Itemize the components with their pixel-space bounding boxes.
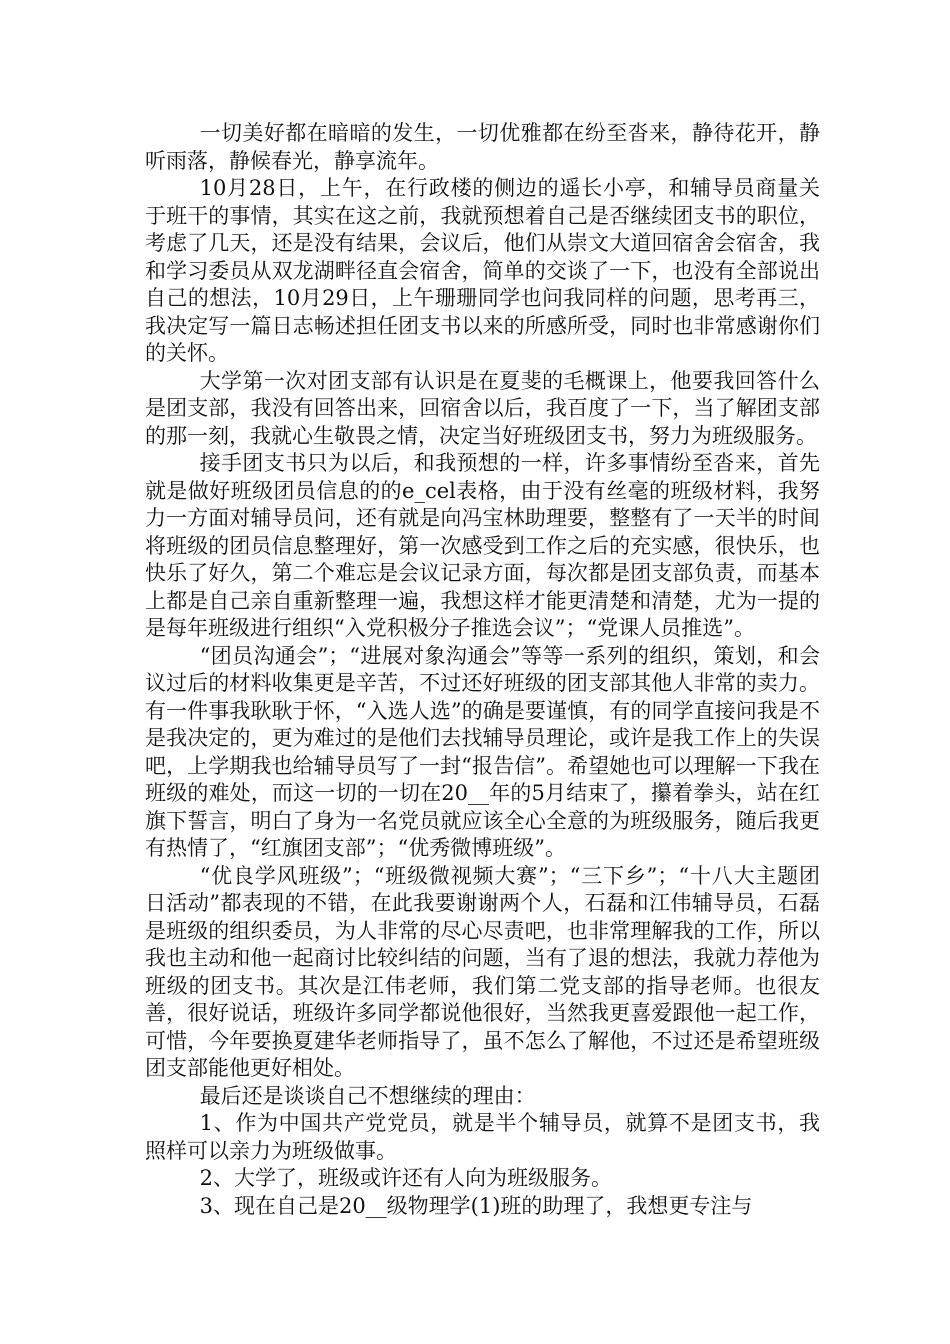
paragraph-taking-over: 接手团支书只为以后，和我预想的一样，许多事情纷至沓来，首先就是做好班级团员信息的的e_cel表格，由于没有丝毫的班级材料，我努力一方面对辅导员问，还有就是向冯宝林助理要，整整有了一天半的时间将班级的团员信息整理好，第一次感受到工作之后的充实感，很快乐，也快乐了好久，第二个难忘是会议记录方面，每次都是团支部负责，而基本上都是自己亲自重新整理一遍，我想这样才能更清楚和清楚，尤为一提的是每年班级进行组织“入党积极分子推选会议”；“党课人员推选”。 — [145, 451, 820, 640]
paragraph-reason-1: 1、作为中国共产党党员，就是半个辅导员，就算不是团支书，我照样可以亲力为班级做事。 — [145, 1111, 820, 1163]
document-body — [145, 120, 820, 1220]
paragraph-meeting: 10月28日，上午，在行政楼的侧边的遥长小亭，和辅导员商量关于班干的事情，其实在这之前，我就预想着自己是否继续团支书的职位，考虑了几天，还是没有结果，会议后，他们从崇文大道回宿舍会宿舍，我和学习委员从双龙湖畔径直会宿舍，简单的交谈了一下，也没有全部说出自己的想法，10月29日，上午珊珊同学也问我同样的问题，思考再三，我决定写一篇日志畅述担任团支书以来的所感所受，同时也非常感谢你们的关怀。 — [145, 176, 820, 365]
paragraph-thanks: “优良学风班级”；“班级微视频大赛”；“三下乡”；“十八大主题团日活动”都表现的不错，在此我要谢谢两个人，石磊和江伟辅导员，石磊是班级的组织委员，为人非常的尽心尽责吧，也非常理解我的工作，所以我也主动和他一起商讨比较纠结的问题，当有了退的想法，我就力荐他为班级的团支书。其次是江伟老师，我们第二党支部的指导老师。也很友善，很好说话，班级许多同学都说他很好，当然我更喜爱跟他一起工作，可惜，今年要换夏建华老师指导了，虽不怎么了解他，不过还是希望班级团支部能他更好相处。 — [145, 863, 820, 1080]
paragraph-reasons-heading: 最后还是谈谈自己不想继续的理由： — [199, 1083, 536, 1108]
paragraph-meetings-organization: “团员沟通会”；“进展对象沟通会”等等一系列的组织，策划，和会议过后的材料收集更是辛苦，不过还好班级的团支部其他人非常的卖力。有一件事我耿耿于怀，“入选人选”的确是要谨慎，有的同学直接问我是不是我决定的，更为难过的是他们去找辅导员理论，或许是我工作上的失误吧，上学期我也给辅导员写了一封“报告信”。希望她也可以理解一下我在班级的难处，而这一切的一切在20__年的5月结束了，攥着拳头，站在红旗下誓言，明白了身为一名党员就应该全心全意的为班级服务，随后我更有热情了，“红旗团支部”；“优秀微博班级”。 — [145, 643, 820, 860]
paragraph-first-impression: 大学第一次对团支部有认识是在夏斐的毛概课上，他要我回答什么是团支部，我没有回答出来，回宿舍以后，我百度了一下，当了解团支部的那一刻，我就心生敬畏之情，决定当好班级团支书，努力为班级服务。 — [145, 368, 820, 448]
paragraph-reason-2: 2、大学了，班级或许还有人向为班级服务。 — [199, 1166, 612, 1190]
paragraph-reason-3: 3、现在自己是20__级物理学(1)班的助理了，我想更专注与 — [199, 1193, 753, 1218]
paragraph-intro: 一切美好都在暗暗的发生，一切优雅都在纷至沓来，静待花开，静听雨落，静候春光，静享流年。 — [145, 121, 820, 173]
